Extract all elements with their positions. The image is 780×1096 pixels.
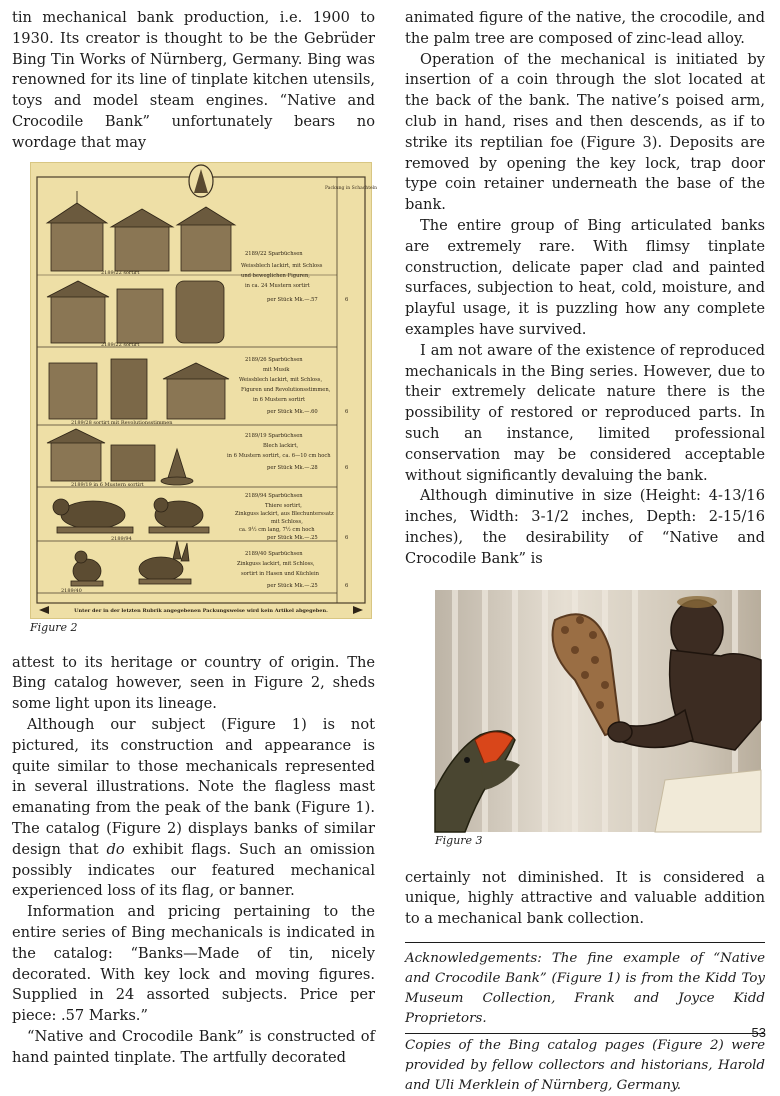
svg-text:per Stück Mk.—.57: per Stück Mk.—.57 [267, 296, 318, 303]
svg-text:6: 6 [345, 582, 349, 589]
figure-3-caption: Figure 3 [435, 833, 483, 847]
left-paragraph-1: tin mechanical bank production, i.e. 1900 to 1930. Its creator is thought to be the Gebrüder Bing Tin Works of Nürnberg, Germany. Bing was renowned for its line of tinplate kitchen utensils, toys and model steam engines. “Native and Crocodile Bank” unfortunately bears no wordage that may [12, 9, 375, 151]
figure-2-caption: Figure 2 [30, 620, 78, 634]
catalog-entry-1 [241, 251, 348, 303]
svg-text:Figuren und Revolutionsstimmen: Figuren und Revolutionsstimmen, [241, 386, 331, 393]
right-paragraph-3: The entire group of Bing articulated banks are extremely rare. With flimsy tinplate construction, delicate paper clad and painted surfaces, subjection to heat, cold, moisture, and playful usage, it is puzzling how any complete examples have survived. [405, 216, 765, 338]
bing-emblem [189, 165, 213, 197]
svg-text:mit Schloss,: mit Schloss, [271, 518, 303, 525]
right-paragraph-2: Operation of the mechanical is initiated by insertion of a coin through the slot located at the back of the bank. The native’s poised arm, club in hand, rises and then descends, as if to strike its reptilian foe (Figure 3). Deposits are removed by opening the key lock, trap door type coin retainer underneath the base of the bank. [405, 50, 765, 214]
svg-text:per Stück Mk.—.28: per Stück Mk.—.28 [267, 464, 318, 471]
bank-illustrations-row-3 [49, 359, 229, 419]
native-crocodile-photo [435, 590, 761, 832]
animal-banks-row-6 [71, 541, 191, 586]
catalog-entry-3 [227, 433, 348, 471]
right-paragraph-5: Although diminutive in size (Height: 4-13/16 inches, Width: 3-1/2 inches, Depth: 2-15/16 inches), the desirability of “Native and Crocodile Bank” is [405, 487, 765, 567]
svg-text:per Stück Mk.—.25: per Stück Mk.—.25 [267, 534, 318, 541]
svg-text:6: 6 [345, 464, 349, 471]
svg-text:6: 6 [345, 296, 349, 303]
svg-text:2189/26 Sparbüchsen: 2189/26 Sparbüchsen [245, 356, 303, 363]
svg-text:ca. 9½ cm lang, 7½ cm hoch: ca. 9½ cm lang, 7½ cm hoch [239, 526, 315, 533]
svg-text:2189/94 Sparbüchsen: 2189/94 Sparbüchsen [245, 492, 303, 499]
svg-text:2189/22 Sparbüchsen: 2189/22 Sparbüchsen [245, 250, 303, 257]
svg-text:mit Musik: mit Musik [263, 366, 290, 373]
corner-label: Packung in Schachteln [324, 185, 378, 191]
catalog-footer: Unter der in der letzten Rubrik angegebenen Packungsweise wird kein Artikel abgegeben. [74, 607, 328, 614]
left-paragraph-2: attest to its heritage or country of origin. The Bing catalog however, seen in Figure 2, sheds some light upon its lineage. [12, 653, 375, 713]
right-paragraph-1: animated figure of the native, the crocodile, and the palm tree are composed of zinc-lead alloy. [405, 9, 765, 47]
svg-text:per Stück Mk.—.60: per Stück Mk.—.60 [267, 408, 318, 415]
catalog-entry-2 [239, 357, 348, 415]
svg-text:2189/19 Sparbüchsen: 2189/19 Sparbüchsen [245, 432, 303, 439]
acknowledgements-paragraph-2: Copies of the Bing catalog pages (Figure 2) were provided by fellow collectors and historians, Harold and Uli Merklein of Nürnberg, Germany. [405, 1037, 765, 1093]
bank-illustrations-row-4 [47, 429, 193, 485]
row-label-4: 2189/19 in 6 Mustern sortirt [71, 481, 144, 488]
svg-text:2189/40 Sparbüchsen: 2189/40 Sparbüchsen [245, 550, 303, 557]
svg-text:Weissblech lackirt, mit Schlos: Weissblech lackirt, mit Schloss [241, 262, 323, 269]
right-paragraph-4: I am not aware of the existence of reproduced mechanicals in the Bing series. However, due to their extremely delicate nature there is the possibility of restored or reproduced parts. In such an instance, limited professional conservation may be considered acceptable without significantly devaluing the bank. [405, 341, 765, 484]
row-label-1: 2189/22 sortirt [101, 269, 140, 276]
svg-text:Blech lackirt,: Blech lackirt, [263, 442, 299, 449]
acknowledgements-rule [405, 942, 765, 943]
right-column [405, 8, 765, 1096]
svg-text:Weissblech lackirt, mit Schlos: Weissblech lackirt, mit Schloss, [239, 376, 323, 383]
row-label-3: 2189/28 sortirt mit Revolutionsstimmen [71, 419, 173, 426]
svg-text:per Stück Mk.—.25: per Stück Mk.—.25 [267, 582, 318, 589]
left-paragraph-5: “Native and Crocodile Bank” is constructed of hand painted tinplate. The artfully decorated [12, 1027, 375, 1066]
svg-text:6: 6 [345, 534, 349, 541]
bing-catalog-image [30, 162, 378, 619]
bank-illustrations-row-2 [47, 281, 224, 343]
acknowledgements [405, 949, 765, 1096]
animal-banks-row-5 [53, 498, 209, 533]
bank-illustrations-row-1 [47, 191, 235, 271]
svg-text:und beweglichen Figuren,: und beweglichen Figuren, [241, 272, 310, 279]
left-paragraph-3: Although our subject (Figure 1) is not pictured, its construction and appearance is quite similar to those mechanicals represented in several illustrations. Note the flagless mast emanating from the peak of the bank (Figure 1). The catalog (Figure 2) displays banks of similar design that do exhibit flags. Such an omission possibly indicates our featured mechanical experienced loss of its flag, or banner. [12, 715, 376, 900]
row-label-6: 2189/40 [61, 587, 82, 594]
catalog-entry-4 [235, 493, 348, 541]
svg-text:Zinkguss lackirt, mit Schloss,: Zinkguss lackirt, mit Schloss, [237, 560, 315, 567]
acknowledgements-paragraph-1: Acknowledgements: The fine example of “Native and Crocodile Bank” (Figure 1) is from the Kidd Toy Museum Collection, Frank and Joyce Kidd Proprietors. [405, 950, 765, 1026]
native-crocodile-drawing [435, 590, 761, 832]
left-column [12, 8, 378, 1069]
figure-2 [12, 162, 378, 635]
left-paragraph-4: Information and pricing pertaining to the entire series of Bing mechanicals is indicated in the catalog: “Banks—Made of tin, nicely decorated. With key lock and moving figures. Supplied in 24 assorted subjects. Price per piece: .57 Marks.” [12, 903, 375, 1025]
catalog-entry-5 [237, 551, 348, 589]
svg-text:Thiere sortirt,: Thiere sortirt, [265, 502, 302, 509]
row-label-2: 2189/22 sortirt [101, 341, 140, 348]
svg-text:in 6 Mustern sortirt, ca. 6—10: in 6 Mustern sortirt, ca. 6—10 cm hoch [227, 452, 331, 459]
acknowledgements-divider [405, 1033, 765, 1034]
row-label-5: 2189/94 [111, 535, 132, 542]
svg-text:sortirt in Hasen und Küchlein: sortirt in Hasen und Küchlein [241, 570, 319, 577]
svg-text:6: 6 [345, 408, 349, 415]
figure-3 [405, 590, 765, 848]
svg-text:in ca. 24 Mustern sortirt: in ca. 24 Mustern sortirt [245, 282, 310, 289]
catalog-page-drawing [31, 163, 378, 618]
svg-text:in 6 Mustern sortirt: in 6 Mustern sortirt [253, 396, 306, 403]
svg-text:Zinkguss lackirt, aus Blechunt: Zinkguss lackirt, aus Blechunterssatz [235, 510, 334, 517]
emphasis-do: do [106, 840, 125, 858]
page-number: 53 [751, 1025, 766, 1040]
right-paragraph-6: certainly not diminished. It is considered a unique, highly attractive and valuable addition to a mechanical bank collection. [405, 868, 765, 928]
